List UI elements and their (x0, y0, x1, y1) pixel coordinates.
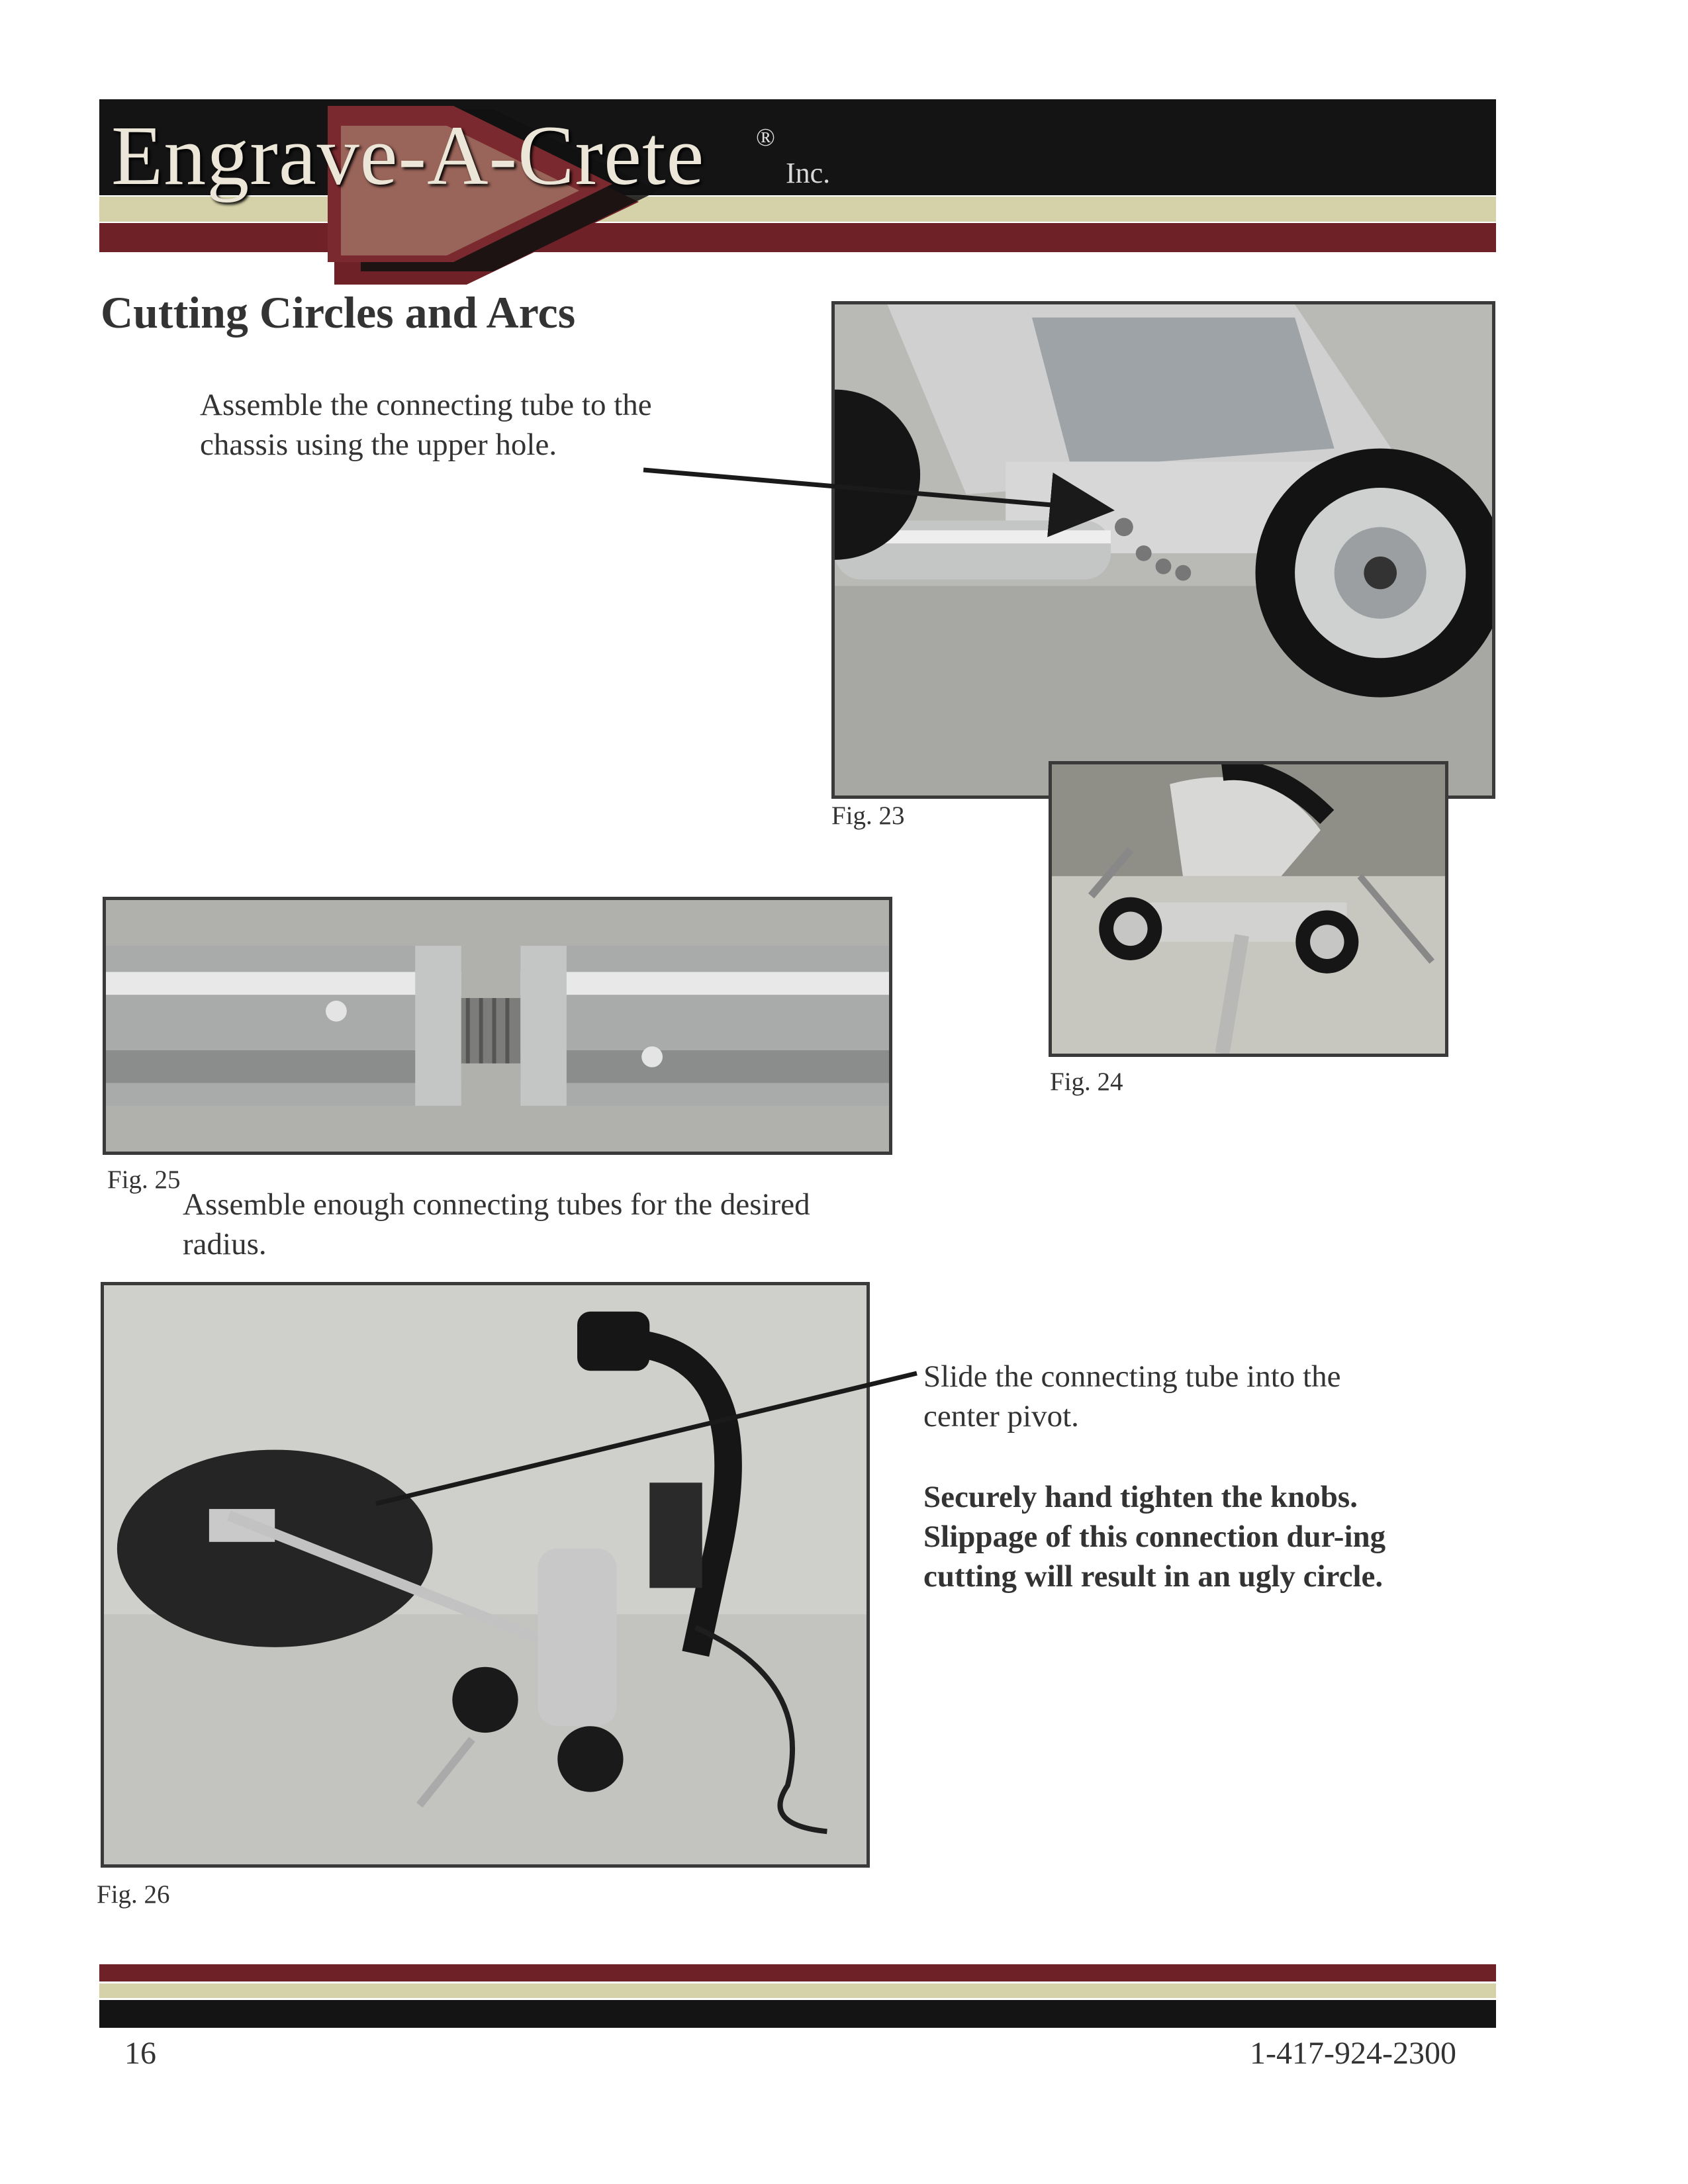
footer-black-band (99, 2000, 1496, 2028)
header-red-stripe (99, 223, 1496, 252)
warning-instruction: Securely hand tighten the knobs. Slippage of this connection dur-ing cutting will result in an ugly circle. (923, 1480, 1386, 1594)
footer-red-stripe (99, 1964, 1496, 1981)
fig26-caption: Fig. 26 (97, 1880, 170, 1909)
fig24-caption: Fig. 24 (1050, 1068, 1123, 1096)
brand-name: Engrave-A-Crete (111, 109, 705, 203)
step1-instruction: Assemble the connecting tube to the chassis using the upper hole. (200, 388, 652, 462)
fig25-photo (103, 897, 892, 1155)
step3-instruction: Slide the connecting tube into the center pivot. (923, 1359, 1341, 1433)
page-number: 16 (124, 2036, 156, 2071)
fig24-photo (1049, 761, 1448, 1057)
footer-cream-stripe (99, 1983, 1496, 1998)
fig26-photo (101, 1282, 870, 1868)
registered-mark: ® (756, 124, 775, 152)
phone-number: 1-417-924-2300 (1250, 2036, 1456, 2071)
page-title: Cutting Circles and Arcs (101, 287, 576, 338)
fig25-caption: Fig. 25 (107, 1165, 181, 1194)
fig23-caption: Fig. 23 (831, 801, 905, 830)
step2-instruction: Assemble enough connecting tubes for the desired radius. (183, 1187, 810, 1261)
brand-suffix: Inc. (786, 157, 831, 189)
fig23-photo (831, 301, 1495, 799)
